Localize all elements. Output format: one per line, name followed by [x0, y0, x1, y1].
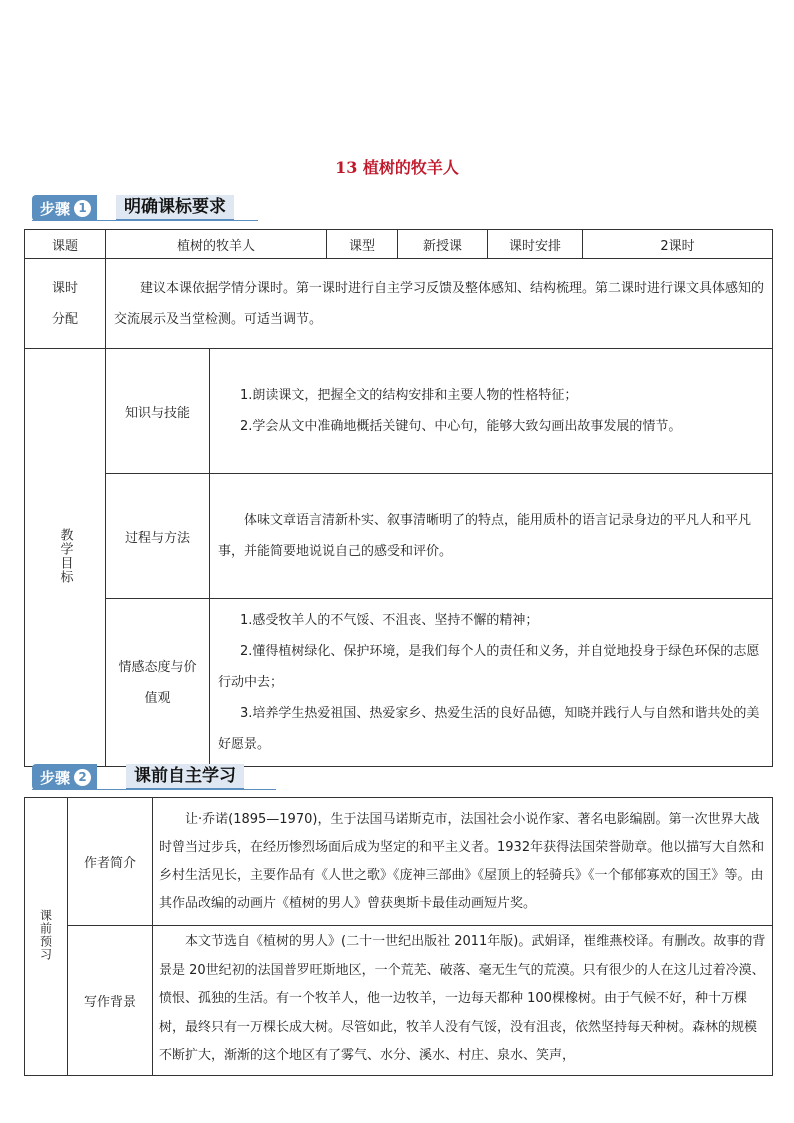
- background-paragraph: 本文节选自《植树的男人》(二十一世纪出版社 2011年版)。武娟译，崔维燕校译。有删改。故事的背景是 20世纪初的法国普罗旺斯地区，一个荒芜、破落、毫无生气的荒漠。只有很少的人在这儿过着冷漠、愤恨、孤独的生活。有一个牧羊人，他一边牧羊，一边每天都种 100棵橡树。由于气候不好，种十万棵树，最终只有一万棵长成大树。尽管如此，牧羊人没有气馁，没有沮丧，依然坚持每天种树。森林的规模不断扩大，渐渐的这个地区有了雾气、水分、溪水、村庄、泉水、笑声，: [159, 934, 766, 1064]
- page-title: 13 植树的牧羊人: [335, 158, 459, 177]
- type-value: 新授课: [398, 230, 488, 259]
- emotion-item-2: 2.懂得植树绿化、保护环境，是我们每个人的责任和义务，并自觉地投身于绿色环保的志愿行动中去；: [218, 644, 760, 690]
- knowledge-item-1: 1.朗读课文，把握全文的结构安排和主要人物的性格特征；: [240, 388, 578, 403]
- step1-label: 明确课标要求: [116, 195, 234, 221]
- author-text: [153, 798, 773, 926]
- header-type: 课型: [327, 230, 398, 259]
- curriculum-requirements-table: [24, 229, 773, 767]
- knowledge-label: 知识与技能: [106, 349, 210, 474]
- schedule-value: 2课时: [583, 230, 773, 259]
- step2-number-badge: 2: [74, 769, 91, 786]
- step2-tag: [32, 764, 97, 790]
- allocation-text: [106, 259, 773, 349]
- process-paragraph: 体味文章语言清新朴实、叙事清晰明了的特点，能用质朴的语言记录身边的平凡人和平凡事，并能简要地说说自己的感受和评价。: [218, 513, 752, 559]
- allocation-paragraph: 建议本课依据学情分课时。第一课时进行自主学习反馈及整体感知、结构梳理。第二课时进行课文具体感知的交流展示及当堂检测。可适当调节。: [114, 280, 765, 327]
- header-goals: [25, 349, 106, 767]
- knowledge-text: [210, 349, 773, 474]
- emotion-text: [210, 599, 773, 767]
- background-label: 写作背景: [68, 926, 153, 1076]
- step1-heading: [32, 195, 262, 221]
- header-allocation-text: 课时分配: [51, 280, 78, 327]
- header-preview: [25, 798, 68, 1076]
- step2-tag-text: 步骤: [40, 768, 71, 787]
- topic-value: 植树的牧羊人: [106, 230, 327, 259]
- step1-number-badge: 1: [74, 200, 91, 217]
- emotion-label: [106, 599, 210, 767]
- step1-tag: [32, 195, 97, 221]
- process-label: 过程与方法: [106, 474, 210, 599]
- step2-heading: [32, 764, 282, 790]
- step1-tag-text: 步骤: [40, 199, 71, 218]
- emotion-item-1: 1.感受牧羊人的不气馁、不沮丧、坚持不懈的精神；: [240, 613, 539, 628]
- emotion-item-3: 3.培养学生热爱祖国、热爱家乡、热爱生活的良好品德，知晓并践行人与自然和谐共处的美好愿景。: [218, 706, 760, 752]
- step1-underline: [32, 220, 258, 221]
- pre-class-study-table: [24, 797, 773, 1076]
- header-topic: 课题: [25, 230, 106, 259]
- step2-label: 课前自主学习: [126, 764, 244, 790]
- header-allocation: [25, 259, 106, 349]
- process-text: [210, 474, 773, 599]
- background-text: [153, 926, 773, 1076]
- header-schedule: 课时安排: [488, 230, 583, 259]
- emotion-label-text: 情感态度与价值观: [118, 659, 197, 706]
- knowledge-item-2: 2.学会从文中准确地概括关键句、中心句，能够大致勾画出故事发展的情节。: [240, 419, 682, 434]
- header-preview-text: 课前预习: [38, 908, 53, 961]
- header-goals-text: 教学目标: [57, 527, 73, 584]
- step2-underline: [32, 789, 276, 790]
- author-paragraph: 让·乔诺(1895—1970)，生于法国马诺斯克市，法国社会小说作家、著名电影编剧。第一次世界大战时曾当过步兵，在经历惨烈场面后成为坚定的和平主义者。1932年获得法国荣誉勋章。他以描写大自然和乡村生活见长，主要作品有《人世之歌》《庞神三部曲》《屋顶上的轻骑兵》《一个郁郁寡欢的国王》等。由其作品改编的动画片《植树的男人》曾获奥斯卡最佳动画短片奖。: [159, 811, 765, 911]
- author-label: 作者简介: [68, 798, 153, 926]
